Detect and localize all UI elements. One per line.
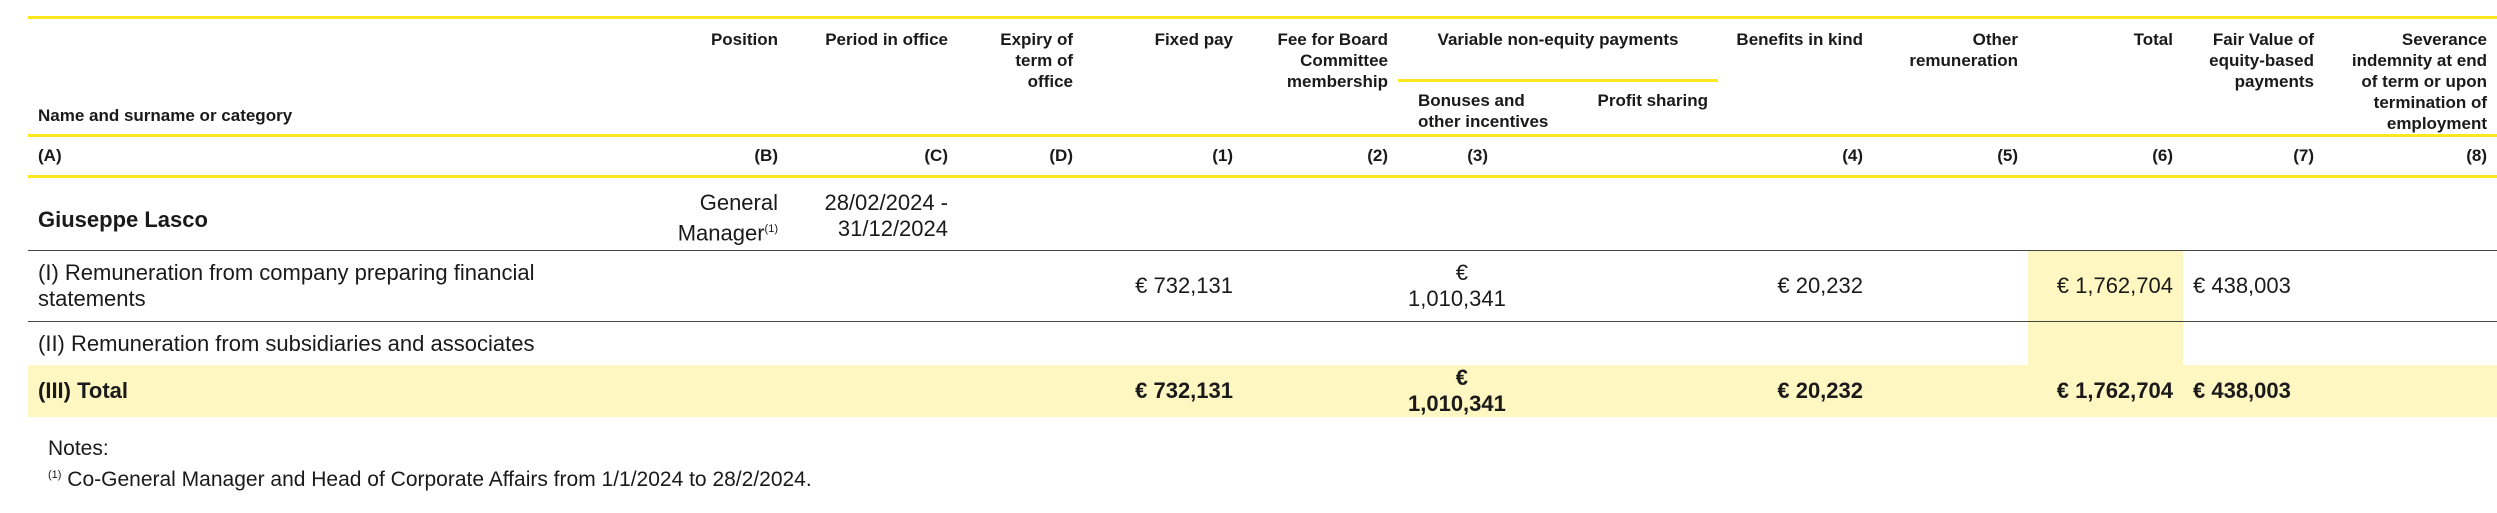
note-item — [48, 462, 2444, 493]
table-row — [28, 322, 2497, 366]
row-benefits: € 20,232 — [1718, 365, 1873, 417]
notes-title: Notes: — [48, 437, 109, 460]
column-letters-row — [28, 136, 2497, 177]
header-expiry: Expiry of term of office — [1000, 30, 1073, 91]
letter-a: (A) — [28, 136, 628, 177]
row-fixed-pay: € 732,131 — [1083, 365, 1243, 417]
letter-c: (C) — [788, 136, 958, 177]
row-fixed-pay: € 732,131 — [1083, 251, 1243, 322]
header-severance: Severance indemnity at end of term or upon termination of employment — [2351, 30, 2487, 133]
table-row — [28, 251, 2497, 322]
header-position: Position — [710, 30, 778, 49]
header-row-top — [28, 18, 2497, 81]
header-benefits: Benefits in kind — [1736, 30, 1863, 49]
header-name: Name and surname or category — [38, 106, 293, 125]
letter-2: (2) — [1243, 136, 1398, 177]
letter-5: (5) — [1873, 136, 2028, 177]
letter-7: (7) — [2183, 136, 2324, 177]
letter-d: (D) — [958, 136, 1083, 177]
row-bonuses: € 1,010,341 — [1398, 251, 1718, 322]
header-fixed-pay: Fixed pay — [1154, 30, 1233, 49]
row-label: (I) Remuneration from company preparing financial statements — [28, 251, 628, 322]
header-other-remuneration: Other remuneration — [1909, 30, 2018, 70]
row-total-empty — [2028, 322, 2183, 366]
notes-section — [0, 435, 2444, 493]
person-row — [28, 177, 2497, 251]
person-position: General Manager — [677, 190, 778, 246]
row-fair-value: € 438,003 — [2183, 365, 2324, 417]
header-variable-group: Variable non-equity payments — [1437, 30, 1679, 49]
letter-3: (3) — [1398, 136, 1718, 177]
person-name: Giuseppe Lasco — [38, 207, 208, 232]
header-period: Period in office — [825, 30, 948, 49]
row-fair-value: € 438,003 — [2183, 251, 2324, 322]
letter-1: (1) — [1083, 136, 1243, 177]
note-marker: (1) — [48, 469, 62, 481]
table-row-total — [28, 365, 2497, 417]
letter-6: (6) — [2028, 136, 2183, 177]
letter-4: (4) — [1718, 136, 1873, 177]
remuneration-table — [28, 16, 2497, 417]
person-period: 28/02/2024 - 31/12/2024 — [788, 177, 958, 251]
row-total: € 1,762,704 — [2028, 251, 2183, 322]
row-label: (III) Total — [28, 365, 628, 417]
note-text: Co-General Manager and Head of Corporate Affairs from 1/1/2024 to 28/2/2024. — [67, 468, 812, 491]
header-profit-sharing: Profit sharing — [1573, 81, 1718, 136]
row-benefits: € 20,232 — [1718, 251, 1873, 322]
remuneration-table-container — [28, 16, 2487, 493]
header-total: Total — [2133, 30, 2173, 49]
row-bonuses: € 1,010,341 — [1398, 365, 1718, 417]
row-total: € 1,762,704 — [2028, 365, 2183, 417]
header-fair-value: Fair Value of equity-based payments — [2209, 30, 2314, 91]
header-fee-board: Fee for Board Committee membership — [1277, 30, 1388, 91]
row-label: (II) Remuneration from subsidiaries and associates — [38, 330, 535, 356]
letter-8: (8) — [2324, 136, 2497, 177]
header-bonuses: Bonuses and other incentives — [1398, 81, 1573, 136]
letter-b: (B) — [628, 136, 788, 177]
position-note-marker: (1) — [764, 223, 778, 235]
person-position-cell — [628, 177, 788, 251]
